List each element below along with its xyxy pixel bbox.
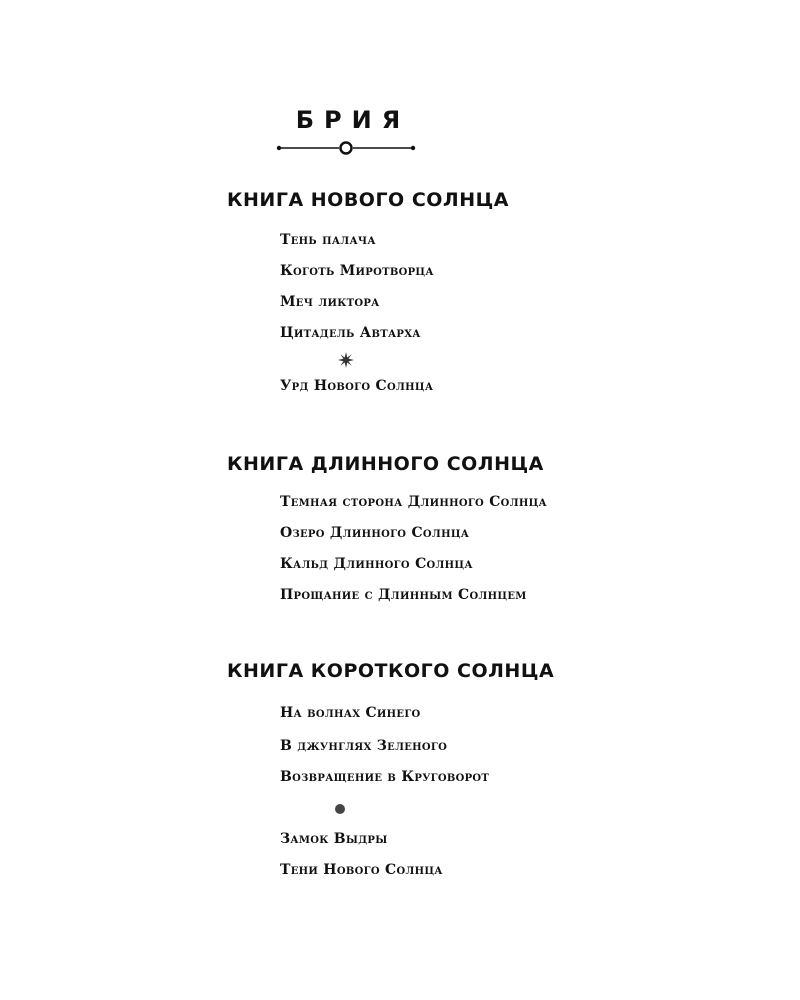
book-title: Возвращение в Круговорот	[280, 769, 490, 785]
book-title: На волнах Синего	[280, 705, 421, 721]
section-title-new-sun: КНИГА НОВОГО СОЛНЦА	[227, 189, 509, 211]
section-title-long-sun: КНИГА ДЛИННОГО СОЛНЦА	[227, 453, 544, 475]
section-title-short-sun: КНИГА КОРОТКОГО СОЛНЦА	[227, 660, 555, 682]
book-title: Прощание с Длинным Солнцем	[280, 587, 527, 603]
book-title: Тени Нового Солнца	[280, 862, 443, 878]
book-title: Тень палача	[280, 232, 376, 248]
book-title: Темная сторона Длинного Солнца	[280, 494, 547, 510]
line-circle-ornament-icon	[276, 140, 420, 156]
book-title: Цитадель Автарха	[280, 325, 421, 341]
starburst-icon	[338, 352, 354, 368]
book-title: Урд Нового Солнца	[280, 378, 434, 394]
book-title: Кальд Длинного Солнца	[280, 556, 473, 572]
book-title: В джунглях Зеленого	[280, 738, 448, 754]
book-title: Озеро Длинного Солнца	[280, 525, 470, 541]
book-title: Замок Выдры	[280, 831, 388, 847]
page-title: БРИЯ	[295, 106, 411, 134]
dot-icon	[335, 804, 345, 814]
book-title: Меч ликтора	[280, 294, 380, 310]
page-header	[276, 106, 420, 156]
book-title: Коготь Миротворца	[280, 263, 434, 279]
